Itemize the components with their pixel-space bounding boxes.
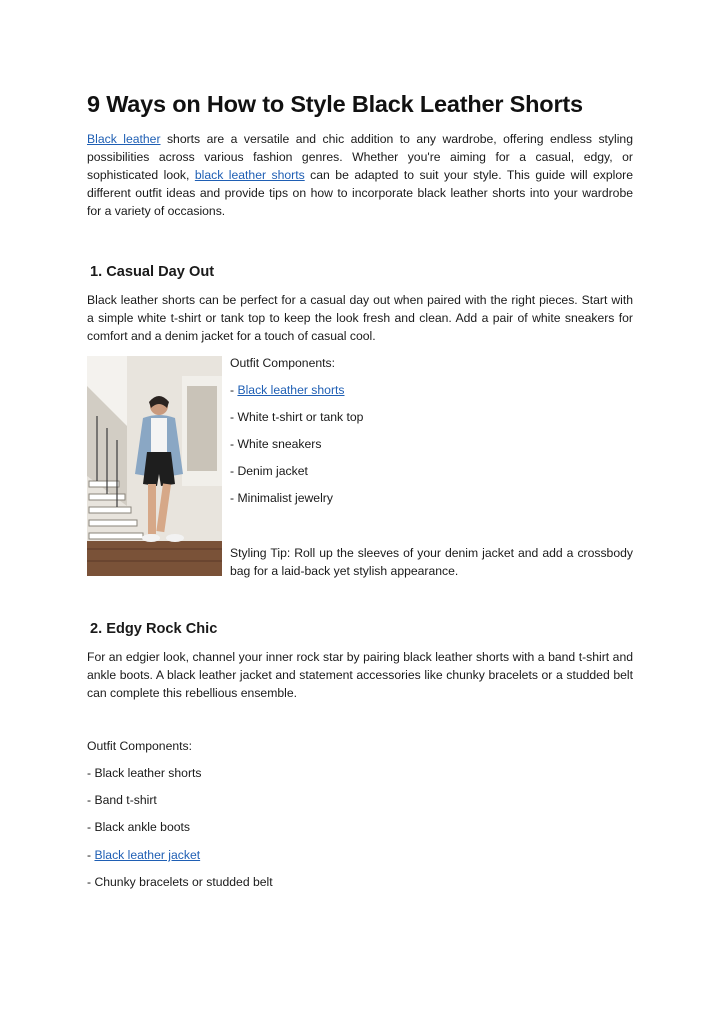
section-1-components-label: Outfit Components: [230,356,335,370]
list-item-text: Minimalist jewelry [237,491,333,505]
section-1-styling-tip: Styling Tip: Roll up the sleeves of your denim jacket and add a crossbody bag for a laid-back yet stylish appearance. [230,546,633,578]
list-bullet: - [87,820,95,834]
intro-link-black-leather[interactable]: Black leather [87,132,161,146]
page-title: 9 Ways on How to Style Black Leather Shorts [87,91,583,117]
list-item-text: White t-shirt or tank top [237,410,364,424]
list-bullet: - [230,410,238,424]
list-bullet: - [87,848,95,862]
list-bullet: - [87,793,95,807]
list-item-text: Band t-shirt [94,793,157,807]
intro-text-1: shorts are a versatile and chic addition to any wardrobe, offering endless styling possibilities across various fashion genres. Whether you're aiming for a casual, edgy, or sophisticated look, [87,132,633,182]
list-bullet: - [230,464,238,478]
intro-paragraph [87,131,633,221]
list-item-text: Black ankle boots [94,820,190,834]
list-item-text: Denim jacket [237,464,308,478]
section-2-body: For an edgier look, channel your inner rock star by pairing black leather shorts with a band t-shirt and ankle boots. A black leather jacket and statement accessories like chunky bracelets or a studded belt can complete this rebellious ensemble. [87,650,633,700]
section-1-item [230,463,633,481]
outfit-photo [87,356,222,576]
intro-text-2: can be adapted to suit your style. This guide will explore different outfit ideas and provide tips on how to incorporate black leather shorts into your wardrobe for a variety of occasions. [87,167,634,218]
section-1-item [230,436,633,454]
section-2-item [87,847,200,865]
section-1-body: Black leather shorts can be perfect for a casual day out when paired with the right pieces. Start with a simple white t-shirt or tank top to keep the look fresh and clean. Add a pair of white sneakers for comfort and a denim jacket for a touch of casual cool. [87,293,633,343]
section-2-heading: 2. Edgy Rock Chic [90,621,218,637]
section-2-item [87,874,273,892]
link-black-leather-shorts[interactable]: Black leather shorts [237,383,345,397]
link-black-leather-jacket[interactable]: Black leather jacket [94,848,201,862]
list-bullet: - [230,383,238,397]
section-1-item [230,490,633,508]
list-item-text: Black leather shorts [94,766,202,780]
section-1-item [230,382,633,400]
section-1-item [230,409,633,427]
section-2-item [87,765,201,783]
section-2-item [87,819,190,837]
intro-link-black-leather-shorts[interactable]: black leather shorts [194,167,305,182]
list-item-text: White sneakers [237,437,322,451]
section-2-components-label: Outfit Components: [87,739,192,753]
section-2-item [87,792,157,810]
list-bullet: - [230,491,238,505]
list-bullet: - [87,875,95,889]
section-1-heading: 1. Casual Day Out [90,264,215,280]
list-bullet: - [87,766,95,780]
list-item-text: Chunky bracelets or studded belt [94,875,273,889]
list-bullet: - [230,437,238,451]
outfit-photo-illustration [87,356,222,576]
